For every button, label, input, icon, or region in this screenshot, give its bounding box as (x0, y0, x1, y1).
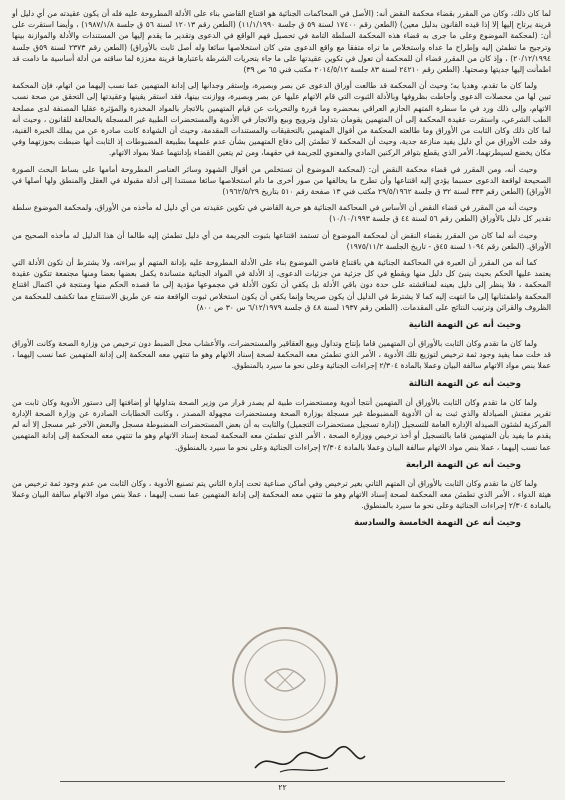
page-number-text: ٢٢ (278, 783, 287, 792)
heading-third-charge: وحيث أنه عن التهمة الثالثة (408, 378, 521, 389)
heading-second-charge: وحيث أنه عن التهمة الثانية (408, 320, 521, 331)
fourth-charge-paragraph: ولما كان ما تقدم وكان الثابت بالأوراق أن المتهم الثاني بغير ترخيص وفي أماكن صناعية تحت إدارة الثاني يتم تصنيع الأدوية ، وكان الثابت من عدم وجود ثمة ترخيص من هيئة الدواء ، الأمر الذي تطمئن معه المحكمة لصحة إسناد الاتهام وهو ما تنتهي معه المحكمة إلى إدانة المتهمين عما نسب إليهما ، عملا بنص مواد الاتهام سالفة البيان وعملا بالمادة ٢/٣٠٤ إجراءات الجنائية وعلى نحو ما سيرد بالمنطوق. (12, 478, 551, 511)
paragraph-2: ولما كان ما تقدم، وهديا به؛ وحيث أن المحكمة قد طالعت أوراق الدعوى عن بصر وبصيرة، وإستقر وجدانها إلى إدانة المتهمين عما نسب إليهما من اتهام، فإن المحكمة تبين لها من محصلات الدعوى وأحاطت بظروفها وبالأدلة الثبوت التي قام الاتهام عليها عن بصر وبصيرة، ووازنت بينها، فقد استقر يقينها وعقيدتها إلى التحقق من صحة نسب الاتهام، وإلى ذلك ورد في ما سطرة المتهم الحازم العراقي بمحضره وما قررة والتحريات عن قيام المتهمين بالاتجار بالمواد المخدرة والمؤثرة عقليا المصنفة لدى مصلحة الطب الشرعي، واستقرت عقيدة المحكمة إلى أن المتهمين يقومان بتداول وترويج وبيع والاتجار في الأدوية والمستحضرات الطبية غير المسجلة بالمخالفة للقانون ، وحيث أنه لما كان ذلك وكان الثابت من الأوراق وما طالعته المحكمة من أقوال المتهمين بالتحقيقات والمستندات المقدمة، وحيث أن الشهادة كانت صادرة عن من يملك الخبرة الفنية، وقد خلت الأوراق من أي دليل يفيد منازعة جدية، وحيث أن المحكمة لا تطمئن إلى دفاع المتهمين بشأن عدم علمهما بطبيعة المضبوطات إذ الثابت أنها ضبطت بحوزتهما وفي مكان يخضع لسيطرتهما، الأمر الذي يقطع بتوافر الركنين المادي والمعنوي للجريمة في حقهما، ومن ثم يتعين القضاء بإدانتهما عملا بمواد الاتهام. (12, 81, 551, 158)
court-stamp (225, 620, 345, 740)
footer-divider (60, 781, 505, 782)
paragraph-5: وحيث أنه لما كان من المقرر بقضاء النقض أن لمحكمة الموضوع أن تستمد اقتناعها بثبوت الجريمة من أي دليل تطمئن إليه طالما أن هذا الدليل له مأخذه الصحيح من الأوراق. (الطعن رقم ١٠٩٤ لسنة ٤٥ق - تاريخ الجلسة ١٩٧٥/١١/٢) (12, 230, 551, 251)
page-number (0, 783, 565, 792)
third-charge-paragraph: ولما كان ما تقدم وكان الثابت بالأوراق أن المتهمين أنتجا أدوية ومستحضرات طبية لم يصدر قرار من وزير الصحة بتداولها أو إضافتها إلى دستور الأدوية وكان ثابت من تقرير مفتش الصيادلة والذي ثبت به أن الأدوية المضبوطة غير مسجلة بوزارة الصحة ومستحضرات مجهولة المصدر ، وكانت الخطابات الصادرة عن وزارة الصحة الإدارة المركزية لشئون الصيدلة الإدارة العامة للتسجيل (إدارة تسجيل مستحضرات التجميل) والثابت به أن بعض المستحضرات المضبوطة مسجل والبعض الآخر غير مسجل إلا أنه لم يقدم ما يفيد بأن المتهمين قاما بالتسجيل أو أخذ ترخيص ووزارة الصحة ، الأمر الذي تطمئن معه المحكمة لصحة إسناد الاتهام وهو ما تنتهي معه المحكمة إلى إدانة المتهمين عما نسب إليهما ، عملا بنص مواد الاتهام سالفة البيان وعملا بالمادة ٢/٣٠٤ إجراءات الجنائية وعلى نحو ما سيرد بالمنطوق. (12, 397, 551, 452)
heading-fifth-sixth-charge: وحيث أنه عن التهمة الخامسة والسادسة (354, 518, 521, 529)
paragraph-4: وحيث أنه من المقرر في قضاء النقض أن الأساس في المحاكمة الجنائية هو حرية القاضي في تكوين عقيدته من أي دليل له مأخذه من الأوراق، ولمحكمة الموضوع سلطة تقدير كل دليل بالأوراق (الطعن رقم ٥٦ لسنة ٤٤ ق جلسة ١٠/١٠/١٩٩٣) (12, 203, 551, 224)
paragraph-6: كما أنه من المقرر أن العبرة في المحاكمة الجنائية هي باقتناع قاضي الموضوع بناء على الأدلة المطروحة عليه بإدانة المتهم أو ببراءته، ولا يشترط أن تكون الأدلة التي يعتمد عليها الحكم بحيث ينبئ كل دليل منها ويقطع في كل جزئية من جزئيات الدعوى، إذ الأدلة في المواد الجنائية متساندة يكمل بعضها بعضا ومنها مجتمعة تتكون عقيدة المحكمة ، فلا ينظر إلى دليل بعينه لمناقشته على حدة دون باقي الأدلة بل يكفي أن تكون الأدلة في مجموعها مؤدية إلى ما قصده الحكم منها ومنتجة في اكتمال اقتناع المحكمة واطمئنانها إلى ما انتهت إليه كما لا يشترط في الدليل أن يكون صريحا وإنما يكفي أن يكون استخلاص ثبوت الواقعة منه عن طريق الاستنتاج مما تكشف للمحكمة من الظروف والقرائن وترتيب النتائج على المقدمات. (الطعن رقم ١٩٣٧ لسنة ٤٨ ق جلسة ٦/١٢/١٩٧٩ س ٣٠ ص ٨٠٠) (12, 258, 551, 312)
paragraph-3: وحيث أنه، ومن المقرر في قضاء محكمة النقض أن: (لمحكمة الموضوع أن تستخلص من أقوال الشهود وسائر العناصر المطروحة أمامها على بساط البحث الصورة الصحيحة لواقعة الدعوى حسبما يؤدي إليه اقتناعها وأن تطرح ما يخالفها من صور أخرى ما دام استخلاصها سائغا مستندا إلى أدلة مقبولة في العقل والمنطق ولها أصلها في الأوراق) (الطعن رقم ٣٣٣ لسنة ٣٢ ق جلسة ٢٩/٥/١٩٦٢ مكتب فني ١٣ صفحة رقم ٥١٠ بتاريخ ١٩٦٢/٥/٢٩) (12, 164, 551, 197)
second-charge-paragraph: ولما كان ما تقدم وكان الثابت بالأوراق أن المتهمين قاما بإنتاج وتداول وبيع العقاقير والمستحضرات، والأعشاب محل الضبط دون ترخيص من وزارة الصحة وكانت الأوراق قد خلت مما يفيد وجود ثمة ترخيص لتوزيع تلك الأدوية ، الأمر الذي تطمئن معه المحكمة لصحة إسناد الاتهام وهو ما تنتهي معه المحكمة إلى إدانة المتهمين عما نسب إليهما ، عملا بنص مواد الاتهام سالفة البيان وعملا بالمادة ٢/٣٠٤ إجراءات الجنائية وعلى نحو ما سيرد بالمنطوق. (12, 339, 551, 371)
heading-fourth-charge: وحيث أنه عن التهمة الرابعة (405, 459, 521, 470)
paragraph-1: لما كان ذلك، وكان من المقرر بقضاء محكمة النقض أنه: (الأصل في المحاكمات الجنائية هو اقتناع القاضي بناء على الأدلة المطروحة عليه فله أن يكون عقيدته من أي دليل أو قرينة يرتاح إليها إلا إذا قيده القانون بدليل معين) (الطعن رقم ١٧٤٠٠ لسنة ٥٩ ق جلسة ١١/١/١٩٩٠) (الطعن رقم ١٢٠١٣ لسنة ٥٦ ق جلسة ١٩٨٧/١/٨) ، وأيضا استقرت على أن: (لمحكمة الموضوع وعلى ما جرى به قضاء هذه المحكمة السلطة التامة في تحصيل فهم الواقع في الدعوى وتقدير ما يقدم إليها من المستندات والأدلة والموازنة بينها وترجيح ما تطمئن إليه وإطراح ما عداه واستخلاص ما تراه متفقا مع واقع الدعوى متى كان استخلاصها سائغا وله أصل ثابت بالأوراق) (الطعن رقم ٢٣٧٣ لسنة ٥٩ق جلسة ٢٠/١٢/١٩٩٤) ، وإذ كان من المقرر قضاء أن للمحكمة أن تعول في تكوين عقيدتها على ما جاء بتحريات الشرطة باعتبارها قرينة معززة لما ساقته من أدلة أساسية ما دامت قد اطمأنت إليها جديتها وصحتها. (الطعن رقم ٢٤٢١٠ لسنة ٨٣ جلسة ٢٠١٤/٥/١٢ مكتب فني ٦٥ ص ٣٩) (12, 9, 552, 75)
handwritten-signature (250, 740, 370, 780)
